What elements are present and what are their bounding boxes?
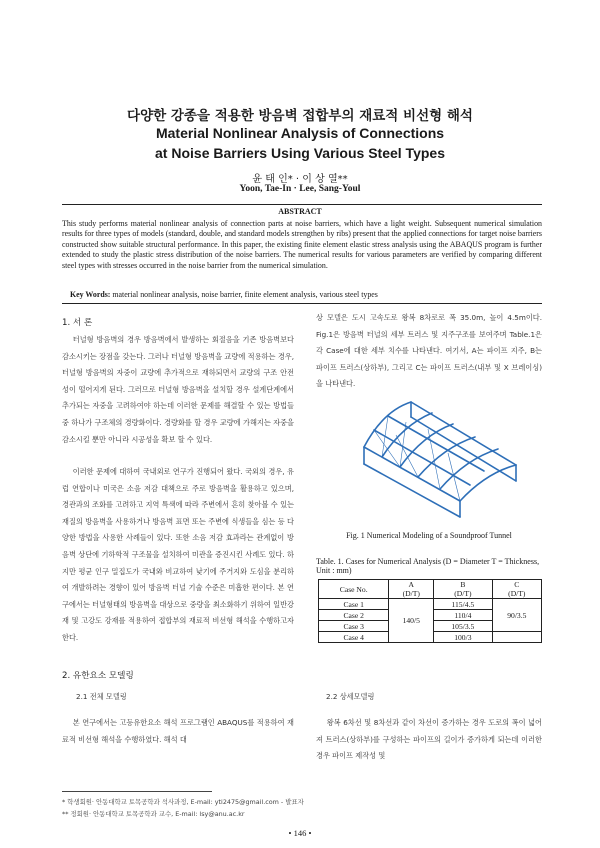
section-2-1-heading: 2.1 전체 모델링 <box>76 692 127 701</box>
bracing <box>374 416 460 501</box>
section-2-2-paragraph: 왕복 6차선 및 8차선과 같이 차선이 증가하는 경우 도로의 폭이 넓어져 트러스(상하부)를 구성하는 파이프의 길이가 증가하게 되는데 이러한 경우 파이프 제작성 및 <box>316 718 542 761</box>
b-cell: 100/3 <box>434 632 493 643</box>
abstract-top-rule <box>62 204 542 205</box>
footnote-2: ** 정회원· 안동대학교 토목공학과 교수, E-mail: lsy@anu.ac.kr <box>62 810 245 818</box>
authors-korean: 윤 태 인* · 이 상 열** <box>252 174 348 185</box>
keywords-label: Key Words: <box>70 290 111 299</box>
footnote-1: * 학생회원· 안동대학교 토목공학과 석사과정, E-mail: yti2475@gmail.com - 발표자 <box>62 798 304 806</box>
truss-frame <box>364 402 516 517</box>
b-cell: 105/3.5 <box>434 621 493 632</box>
a-merged-cell: 140/5 <box>389 599 434 643</box>
abstract-bottom-rule <box>62 303 542 304</box>
header-a: A (D/T) <box>389 580 434 599</box>
section-2-2-heading: 2.2 상세모델링 <box>326 692 375 701</box>
section-2-heading: 2. 유한요소 모델링 <box>62 671 134 681</box>
section-1-paragraph-2: 이러한 문제에 대하여 국내외로 연구가 진행되어 왔다. 국외의 경우, 유럽 연합이나 미국은 소음 저감 대책으로 주로 방음벽을 활용하고 있으며, 경관과의 조화를 고려하고 지역 특색에 따라 주변에서 흔히 찾아볼 수 있는 재질의 방음벽을 사용하거나 방음벽 표면 또는 주변에 식생들을 심는 등 다양한 방법을 사용한 사례들이 있다. 또한 소음 저감 효과라는 관계없이 방음벽 상단에 기하학적 구조물을 설치하여 미관을 증진시킨 사례도 있다. 하지만 평균 인구 밀집도가 국내와 비교하여 낮기에 주거지와 도심을 분리하여 개발하려는 경향이 있어 방음벽 터널 기술 수준은 미흡한 편이다. 본 연구에서는 터널형태의 방음벽을 대상으로 중량을 최소화하기 위하여 일반강재 및 고강도 강재를 적용하여 접합부의 재료적 비선형 해석을 수행하고자 한다. <box>62 467 294 642</box>
authors-english: Yoon, Tae-In · Lee, Sang-Youl <box>239 184 361 194</box>
case-cell: Case 3 <box>319 621 389 632</box>
soundproof-tunnel-model-figure <box>348 383 524 521</box>
header-case-no: Case No. <box>319 580 389 599</box>
footnote-rule <box>62 791 212 792</box>
case-cell: Case 2 <box>319 610 389 621</box>
page-number: • 146 • <box>288 828 312 838</box>
case-cell: Case 4 <box>319 632 389 643</box>
b-cell: 115/4.5 <box>434 599 493 610</box>
section-1-paragraph-1: 터널형 방음벽의 경우 방음벽에서 발생하는 회절음을 기존 방음벽보다 감소시키는 장점을 갖는다. 그러나 터널형 방음벽을 교량에 적용하는 경우, 터널형 방음벽의 자중이 교량에 추가적으로 재하되면서 교량의 구조 안전성이 떨어지게 된다. 그러므로 터널형 방음벽을 설치할 경우 설계단계에서 추가되는 자중을 고려하여야 하는데 이러한 문제를 해결할 수 있는 방법들 중 하나가 구조체의 경량화이다. 경량화를 할 경우 교량에 가해지는 자중을 감소시킬 뿐만 아니라 시공성을 확보 할 수 있다. <box>62 335 294 444</box>
figure-1-caption: Fig. 1 Numerical Modeling of a Soundproof Tunnel <box>346 531 512 540</box>
english-title-line-1: Material Nonlinear Analysis of Connections <box>155 125 445 141</box>
section-2-1-paragraph: 본 연구에서는 고등유한요소 해석 프로그램인 ABAQUS를 적용하여 재료적 비선형 해석을 수행하였다. 해석 대 <box>62 718 294 744</box>
keywords <box>70 290 540 299</box>
cases-table <box>318 579 542 643</box>
english-title-line-2: at Noise Barriers Using Various Steel Types <box>155 145 445 161</box>
case-cell: Case 1 <box>319 599 389 610</box>
section-1-heading: 1. 서 론 <box>62 318 93 328</box>
c-merged-cell: 90/3.5 <box>492 599 541 632</box>
table-1-caption: Table. 1. Cases for Numerical Analysis (D = Diameter T = Thickness, Unit : mm) <box>316 557 540 575</box>
keywords-text: material nonlinear analysis, noise barrier, finite element analysis, various steel types <box>110 290 378 299</box>
b-cell: 110/4 <box>434 610 493 621</box>
abstract-heading: ABSTRACT <box>278 207 322 216</box>
c-empty-cell <box>492 632 541 643</box>
korean-title: 다양한 강종을 적용한 방음벽 접합부의 재료적 비선형 해석 <box>127 108 473 124</box>
table-row <box>319 599 542 610</box>
abstract-text: This study performs material nonlinear analysis of connection parts at noise barriers, which have a light weight. Subsequent numerical simulation results for three types of models (standard, double, and standard models strengthen by ribs) present that the applied connections for target noise barriers constructed show suitable structural performance. In this paper, the existing finite element elastic stress analysis using the ABAQUS program is further extended to study the plastic stress distribution of the noise barriers. The numerical results for various parameters are verified by comparing different steel types with stresses occurred in the noise barrier from the numerical simulation. <box>62 219 542 270</box>
header-c: C (D/T) <box>492 580 541 599</box>
header-b: B (D/T) <box>434 580 493 599</box>
right-column-paragraph: 상 모델은 도시 고속도로 왕복 8차로로 폭 35.0m, 높이 4.5m이다. Fig.1은 방음벽 터널의 세부 트러스 및 지주구조를 보여주며 Table.1은 각 Case에 대한 세부 치수를 나타낸다. 여기서, A는 파이프 지주, B는 파이프 트러스(상하부), 그리고 C는 파이프 트러스(내부 및 X 브레이싱)을 나타낸다. <box>316 313 542 389</box>
